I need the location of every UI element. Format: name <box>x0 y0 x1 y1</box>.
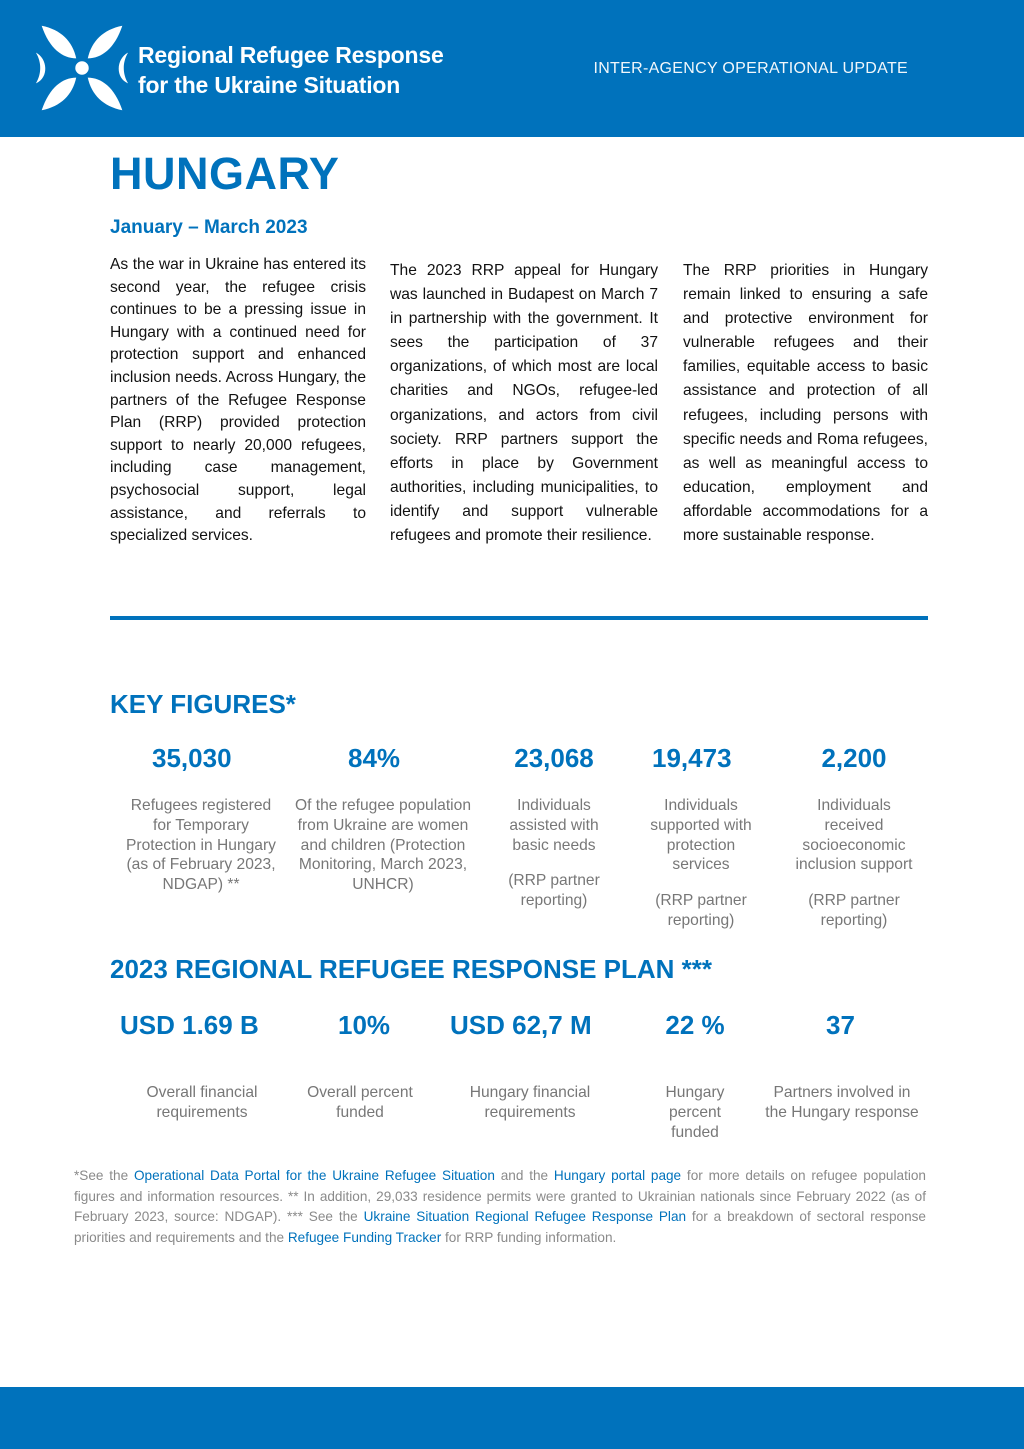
org-name-line1: Regional Refugee Response <box>138 42 444 68</box>
intro-column-3: The RRP priorities in Hungary remain linked to ensuring a safe and protective environment for vulnerable refugees and their families, equitable access to basic assistance and protection of all refugees, including persons with specific needs and Roma refugees, as well as meaningful access to education, employment and affordable accommodations for a more sustainable response. <box>683 262 928 545</box>
key-figure-label: Individuals supported with protection services <box>650 797 752 874</box>
key-figure-basic-needs <box>494 743 614 911</box>
key-figure-value: 2,200 <box>821 743 887 773</box>
footnote-text: for a breakdown of sectoral response priorities and requirements and the <box>74 1209 926 1245</box>
rrp-logo-icon <box>34 20 130 116</box>
rrp-figure-partners <box>756 1010 928 1123</box>
key-figure-label: Of the refugee population from Ukraine are women and children (Protection Monitoring, March 2023, UNHCR) <box>295 797 471 894</box>
key-figure-women-children <box>290 743 476 895</box>
rrp-figure-hungary-requirements <box>446 1010 614 1123</box>
key-figure-source: (RRP partner reporting) <box>508 872 600 910</box>
footnote <box>74 1166 926 1248</box>
key-figure-protection-services <box>640 743 762 931</box>
intro-column-2: The 2023 RRP appeal for Hungary was launched in Budapest on March 7 in partnership with the government. It sees the participation of 37 organizations, of which most are local charities and NGOs, refugee-led organizations, and actors from civil society. RRP partners support the efforts in place by Government authorities, including municipalities, to identify and support vulnerable refugees and promote their resilience. <box>390 262 658 545</box>
rrp-figure-overall-requirements <box>112 1010 292 1123</box>
regional-response-plan-link[interactable]: Ukraine Situation Regional Refugee Response Plan <box>363 1209 687 1225</box>
page-title: HUNGARY <box>110 148 340 199</box>
update-type-label: INTER-AGENCY OPERATIONAL UPDATE <box>593 60 908 77</box>
rrp-figure-value: 10% <box>338 1010 391 1040</box>
section-divider <box>110 616 928 620</box>
refugee-funding-tracker-link[interactable]: Refugee Funding Tracker <box>287 1229 442 1245</box>
key-figure-value: 23,068 <box>514 743 594 773</box>
rrp-figure-label: Hungary percent funded <box>665 1084 725 1141</box>
key-figure-value: 84% <box>348 743 401 773</box>
rrp-figure-overall-funded <box>298 1010 422 1123</box>
hungary-portal-link[interactable]: Hungary portal page <box>553 1168 682 1183</box>
rrp-figure-label: Overall percent funded <box>307 1084 413 1121</box>
org-name-line2: for the Ukraine Situation <box>138 72 401 98</box>
header-banner <box>0 0 1024 137</box>
key-figure-label: Individuals received socioeconomic inclusion support <box>795 797 913 874</box>
key-figure-label: Refugees registered for Temporary Protection in Hungary (as of February 2023, NDGAP) ** <box>126 797 276 894</box>
footnote-text: *See the <box>74 1168 134 1183</box>
operational-data-portal-link[interactable]: Operational Data Portal for the Ukraine Refugee Situation <box>133 1168 495 1183</box>
footer-banner <box>0 1387 1024 1449</box>
intro-column-1: As the war in Ukraine has entered its second year, the refugee crisis continues to be a pressing issue in Hungary with a continued need for protection support and enhanced inclusion needs. Across Hungary, the partners of the Refugee Response Plan (RRP) provided protection support to nearly 20,000 refugees, including case management, psychosocial support, legal assistance, and referrals to specialized services. <box>110 256 366 545</box>
rrp-figure-value: 37 <box>826 1010 855 1040</box>
key-figure-refugees-registered <box>120 743 282 895</box>
organization-name <box>138 40 444 100</box>
key-figure-value: 35,030 <box>152 743 232 773</box>
rrp-figure-value: 22 % <box>665 1010 725 1040</box>
footnote-text: for more details on refugee population figures and information resources. ** In addition, 29,033 residence permits were granted to Ukrainian nationals since February 2022 (as of February 2023, source: NDGAP). *** See the <box>74 1168 926 1225</box>
rrp-section-title: 2023 REGIONAL REFUGEE RESPONSE PLAN *** <box>110 954 713 984</box>
rrp-figure-hungary-funded <box>636 1010 754 1142</box>
footnote-text: for RRP funding information. <box>441 1229 617 1245</box>
rrp-figure-label: Hungary financial requirements <box>469 1084 591 1121</box>
key-figure-label: Individuals assisted with basic needs <box>509 797 599 854</box>
footnote-text: and the <box>494 1168 554 1183</box>
key-figure-value: 19,473 <box>652 743 732 773</box>
rrp-figure-value: USD 62,7 M <box>450 1010 592 1040</box>
report-period: January – March 2023 <box>110 217 308 238</box>
key-figures-title: KEY FIGURES* <box>110 689 296 719</box>
rrp-figure-label: Partners involved in the Hungary response <box>765 1084 919 1121</box>
key-figure-source: (RRP partner reporting) <box>808 892 900 929</box>
key-figure-socioeconomic-inclusion <box>786 743 922 931</box>
key-figure-source: (RRP partner reporting) <box>655 892 747 929</box>
rrp-figure-value: USD 1.69 B <box>120 1010 259 1040</box>
rrp-figure-label: Overall financial requirements <box>146 1084 258 1121</box>
